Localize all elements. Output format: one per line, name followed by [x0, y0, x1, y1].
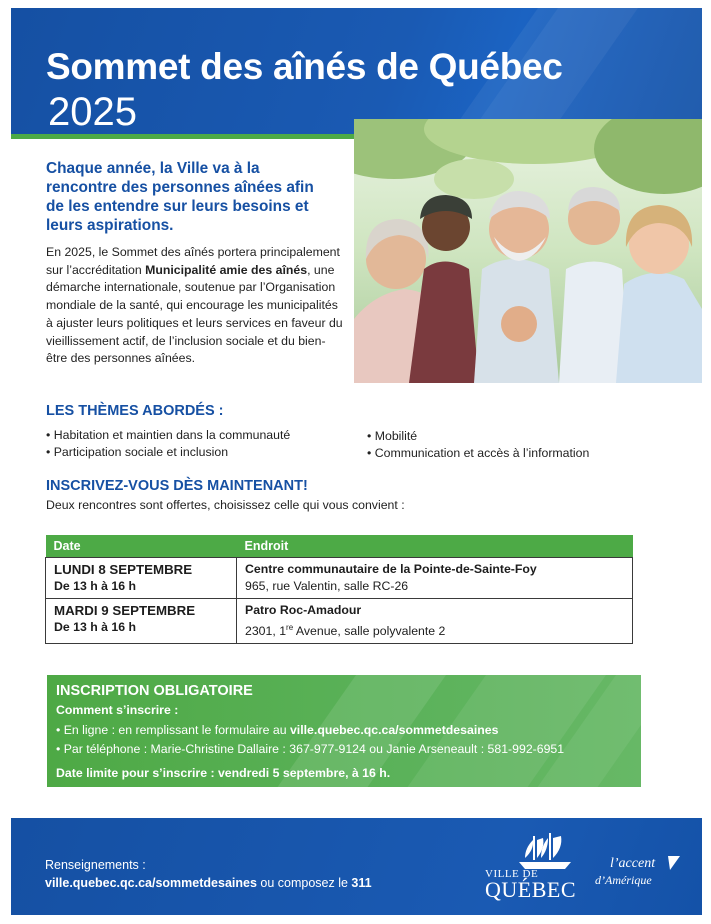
seniors-group-photo [354, 119, 702, 383]
column-header-date: Date [46, 535, 237, 558]
ship-icon [515, 832, 575, 870]
list-item: • Habitation et maintien dans la communauté [46, 427, 290, 444]
themes-list-left [46, 427, 290, 461]
photo-illustration [354, 119, 702, 383]
session-place: Patro Roc-Amadour [245, 603, 362, 617]
address-part: Avenue, salle polyvalente 2 [293, 624, 446, 639]
themes-list-right [367, 428, 589, 462]
list-item: • Mobilité [367, 428, 589, 445]
address-part: 2301, 1 [245, 624, 287, 639]
logo-ville-top: VILLE DE [485, 868, 539, 880]
session-day: LUNDI 8 SEPTEMBRE [54, 562, 193, 577]
footer-info [45, 876, 372, 890]
inscription-online-text: • En ligne : en remplissant le formulaire au [56, 723, 290, 737]
session-day: MARDI 9 SEPTEMBRE [54, 603, 196, 618]
session-time: De 13 h à 16 h [54, 620, 137, 634]
header-green-bar [11, 134, 371, 139]
logo-accent-top: l’accent [610, 856, 656, 871]
list-item: • Communication et accès à l’information [367, 445, 589, 462]
session-date-cell [46, 558, 237, 599]
inscription-box [47, 675, 641, 787]
list-item: • Participation sociale et inclusion [46, 444, 290, 461]
session-place: Centre communautaire de la Pointe-de-Sainte-Foy [245, 562, 537, 576]
page-year: 2025 [48, 90, 137, 134]
address-superscript: re [286, 623, 294, 632]
inscription-title: INSCRIPTION OBLIGATOIRE [56, 683, 253, 699]
intro-text: Chaque année, la Ville va à la rencontre des personnes aînées afin de les entendre sur leurs besoins et leurs aspirations. [46, 160, 314, 234]
footer-text: ou composez le [256, 876, 352, 890]
table-header-row [46, 535, 633, 558]
session-address [245, 619, 624, 640]
register-subtext: Deux rencontres sont offertes, choisissez celle qui vous convient : [46, 498, 405, 512]
logo-accent-bottom: d’Amérique [595, 873, 652, 887]
register-heading: INSCRIVEZ-VOUS DÈS MAINTENANT! [46, 478, 308, 494]
body-text-bold: Municipalité amie des aînés [145, 262, 308, 277]
footer-label: Renseignements : [45, 858, 146, 872]
footer-phone-number: 311 [351, 876, 372, 890]
page-title: Sommet des aînés de Québec [46, 46, 563, 87]
sessions-table [45, 535, 633, 644]
accent-mark-icon [660, 856, 680, 870]
table-row [46, 599, 633, 644]
body-paragraph [46, 244, 344, 368]
session-address: 965, rue Valentin, salle RC-26 [245, 579, 409, 593]
ville-de-quebec-logo [485, 832, 585, 902]
session-place-cell [237, 599, 633, 644]
inscription-online-link[interactable]: ville.quebec.qc.ca/sommetdesaines [289, 723, 499, 737]
header-banner [11, 8, 702, 136]
inscription-online [56, 723, 498, 737]
logo-ville-bottom: QUÉBEC [485, 877, 576, 902]
accent-amerique-logo [595, 856, 685, 896]
table-row [46, 558, 633, 599]
session-time: De 13 h à 16 h [54, 579, 137, 593]
themes-heading: LES THÈMES ABORDÉS : [46, 403, 224, 419]
inscription-deadline: Date limite pour s’inscrire : vendredi 5 septembre, à 16 h. [56, 766, 391, 780]
body-text-part: , une démarche internationale, soutenue par l’Organisation mondiale de la santé, qui encourage les municipalités à ajuster leurs politiques et leurs services en faveur du vieillissement actif, de l’inclusion sociale et du bien-être des personnes aînées. [46, 262, 343, 366]
footer-banner [11, 818, 702, 915]
session-date-cell [46, 599, 237, 644]
inscription-phone: • Par téléphone : Marie-Christine Dallaire : 367-977-9124 ou Janie Arseneault : 581-992-6951 [56, 742, 565, 756]
session-place-cell [237, 558, 633, 599]
body-text-part: En 2025, le Sommet des aînés portera principalement sur l’accréditation [46, 245, 340, 277]
inscription-how: Comment s’inscrire : [56, 703, 179, 717]
column-header-place: Endroit [237, 535, 633, 558]
footer-link[interactable]: ville.quebec.qc.ca/sommetdesaines [45, 876, 257, 890]
